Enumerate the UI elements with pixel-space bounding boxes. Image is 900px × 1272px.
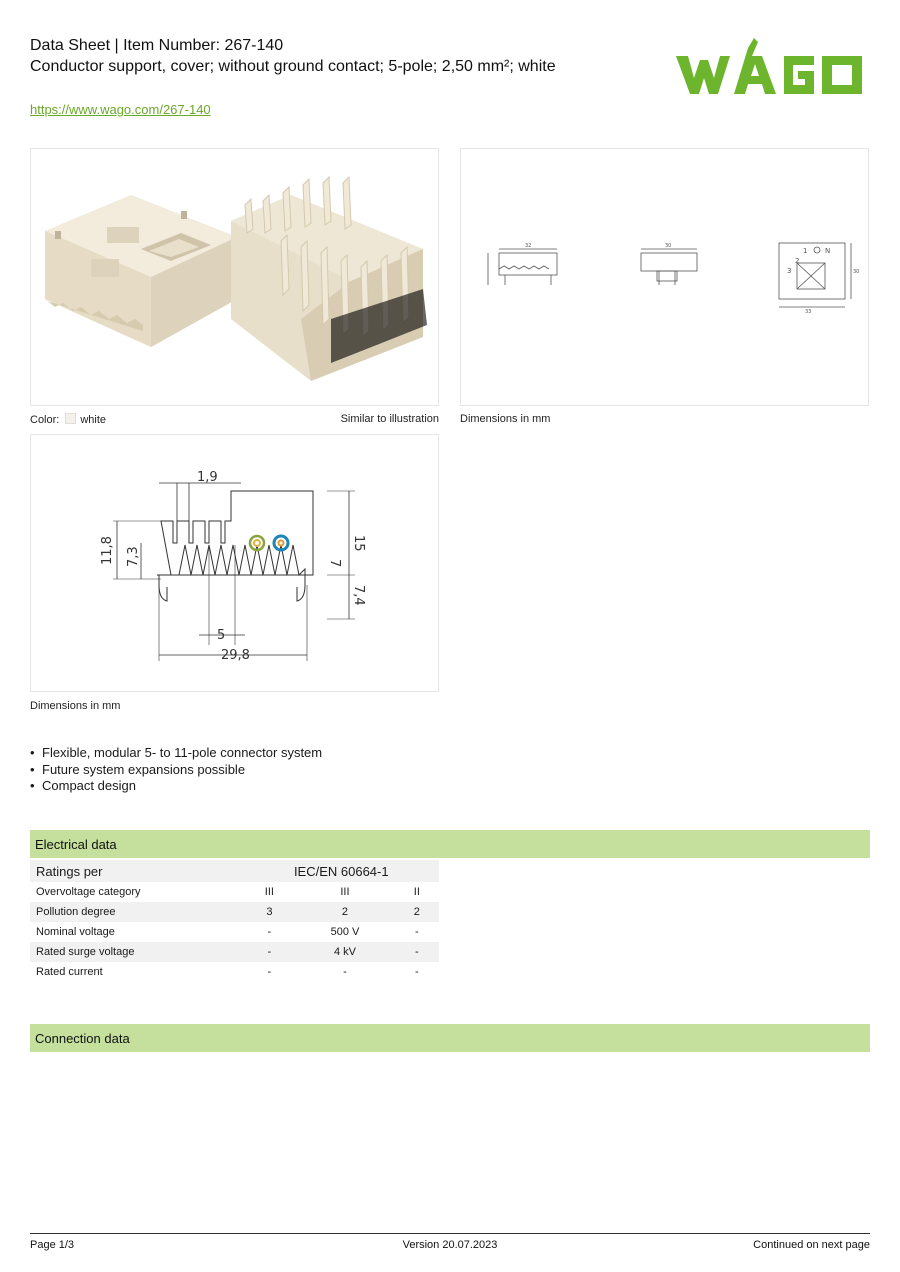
row-value: - [267,966,272,978]
table-row [30,962,439,982]
dim-spacing: 5 [217,628,226,643]
product-image [30,148,439,406]
table-row [30,882,439,902]
wago-logo [676,38,870,108]
dimension-drawing-detail [30,434,439,692]
row-value: - [343,966,347,978]
color-swatch [65,413,76,424]
table-header-row [30,860,439,882]
row-value: - [244,942,296,962]
row-value: 3 [244,902,296,922]
color-caption [30,413,106,426]
small-mark-n: N [825,247,831,255]
small-dim-c: 33 [805,309,812,315]
row-value: 500 V [330,926,360,938]
dimensions-caption: Dimensions in mm [460,413,551,425]
dim-height-inner: 7,3 [126,546,141,567]
feature-item: • Compact design [30,778,322,795]
footer-divider [30,1233,870,1234]
version-info: Version 20.07.2023 [402,1239,498,1251]
dim-lower-right: 7,4 [351,585,366,606]
color-value: white [80,414,107,426]
page-number: Page 1/3 [30,1239,75,1251]
small-dim-d: 30 [853,269,860,275]
row-label: Pollution degree [30,902,244,922]
small-mark-1: 1 [803,247,808,255]
ratings-label: Ratings per [30,860,244,882]
electrical-data-header: Electrical data [30,830,870,858]
row-value: - [395,942,439,962]
table-row [30,942,439,962]
row-label: Nominal voltage [36,926,115,938]
dim-pitch: 1,9 [197,470,218,485]
small-mark-3: 3 [787,267,792,275]
connection-data-header: Connection data [30,1024,870,1052]
similar-caption: Similar to illustration [340,413,439,425]
dim-height-total: 11,8 [100,536,115,565]
small-mark-2: 2 [795,257,800,265]
product-link[interactable]: https://www.wago.com/267-140 [30,102,211,117]
table-row [30,902,439,922]
product-description: Conductor support, cover; without ground contact; 5-pole; 2,50 mm²; white [30,58,556,75]
feature-list [30,745,322,795]
color-label: Color: [30,414,60,426]
small-dim-a: 32 [525,243,532,249]
page-title: Data Sheet | Item Number: 267-140 [30,37,284,54]
dimensions-caption-2: Dimensions in mm [30,700,121,712]
row-value: III [264,886,274,898]
row-value: - [267,926,272,938]
row-value: - [415,926,419,938]
table-row [30,922,439,942]
row-value: 4 kV [295,942,394,962]
small-dim-b: 30 [665,243,672,249]
row-value: 2 [295,902,394,922]
dim-height-right: 15 [351,535,366,552]
feature-item: • Flexible, modular 5- to 11-pole connector system [30,745,322,762]
row-label: Rated current [36,966,103,978]
continued-note: Continued on next page [753,1239,870,1251]
dimension-drawing-overview [460,148,869,406]
dim-mid-right: 7 [327,559,342,568]
row-value: III [340,886,350,898]
ratings-standard: IEC/EN 60664-1 [244,860,439,882]
row-value: 2 [395,902,439,922]
electrical-data-table [30,860,439,982]
row-label: Rated surge voltage [30,942,244,962]
row-value: II [413,886,420,898]
dim-width: 29,8 [221,648,250,663]
feature-item: • Future system expansions possible [30,762,322,779]
row-value: - [415,966,419,978]
row-label: Overvoltage category [36,886,141,898]
